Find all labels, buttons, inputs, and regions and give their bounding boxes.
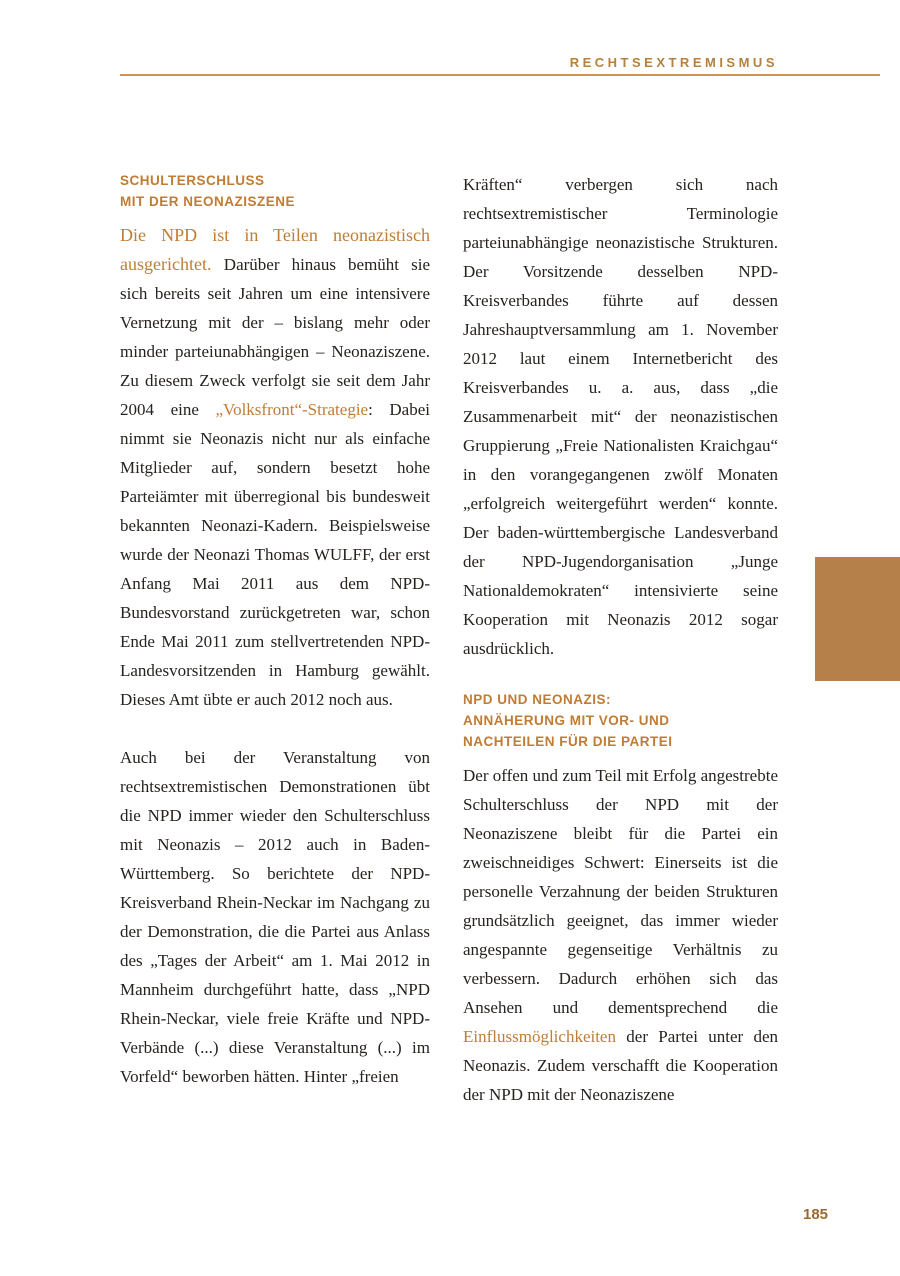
- text-run: Einflussmöglichkeiten: [463, 1027, 616, 1046]
- text-run: Darüber hinaus bemüht sie sich bereits seit Jahren um eine intensivere Vernetzung mit der – bislang mehr oder minder parteiunabhängigen – Neonaziszene. Zu diesem Zweck verfolgt sie seit dem Jahr 2004 eine: [120, 255, 430, 419]
- text-run: „Volksfront“-Strategie: [215, 400, 369, 419]
- paragraph-kraeften: [463, 170, 778, 663]
- heading-line: NACHTEILEN FÜR DIE PARTEI: [463, 734, 673, 749]
- heading-npd-und-neonazis: [463, 689, 778, 752]
- paragraph-npd-lead: [120, 221, 430, 714]
- text-run: Auch bei der Veranstaltung von rechtsextremistischen Demonstrationen übt die NPD immer wieder den Schulterschluss mit Neonazis – 2012 auch in Baden-Württemberg. So berichtete der NPD-Kreisverband Rhein-Neckar im Nachgang zu der Demonstration, die die Partei aus Anlass des „Tages der Arbeit“ am 1. Mai 2012 in Mannheim durchgeführt hatte, dass „NPD Rhein-Neckar, viele freie Kräfte und NPD-Verbände (...) diese Veranstaltung (...) im Vorfeld“ beworben hätten. Hinter „freien: [120, 748, 430, 1086]
- paragraph-schulterschluss-folgen: [463, 761, 778, 1109]
- heading-line: ANNÄHERUNG MIT VOR- UND: [463, 713, 670, 728]
- page-number: 185: [803, 1206, 829, 1223]
- text-run: Die NPD ist in Teilen neonazistisch ausgerichtet.: [120, 225, 430, 274]
- text-run: Kräften“ verbergen sich nach rechtsextremistischer Terminologie parteiunabhängige neonazistische Strukturen. Der Vorsitzende desselben NPD-Kreisverbandes führte auf dessen Jahreshauptversammlung am 1. November 2012 laut einem Internetbericht des Kreisverbandes u. a. aus, dass „die Zusammenarbeit mit“ der neonazistischen Gruppierung „Freie Nationalisten Kraichgau“ in den vorangegangenen zwölf Monaten „erfolgreich weitergeführt werden“ konnte. Der baden-württembergische Landesverband der NPD-Jugendorganisation „Junge Nationaldemokraten“ intensivierte seine Kooperation mit Neonazis 2012 sogar ausdrücklich.: [463, 175, 778, 658]
- paragraph-demonstrationen: [120, 743, 430, 1091]
- chapter-tab-marker: [815, 557, 900, 681]
- heading-line: MIT DER NEONAZISZENE: [120, 194, 296, 209]
- heading-line: SCHULTERSCHLUSS: [120, 173, 265, 188]
- text-run: Der offen und zum Teil mit Erfolg angestrebte Schulterschluss der NPD mit der Neonaziszene bleibt für die Partei ein zweischneidiges Schwert: Einerseits ist die personelle Verzahnung der beiden Strukturen grundsätzlich geeignet, das immer wieder angespannte gegenseitige Verhältnis zu verbessern. Dadurch erhöhen sich das Ansehen und dementsprechend die: [463, 766, 778, 1017]
- header-kicker: RECHTSEXTREMISMUS: [569, 55, 778, 70]
- heading-line: NPD UND NEONAZIS:: [463, 692, 612, 707]
- header-rule: [120, 74, 880, 76]
- text-run: : Dabei nimmt sie Neonazis nicht nur als einfache Mitglieder auf, sondern besetzt hohe Parteiämter mit überregional bis bundesweit bekannten Neonazi-Kadern. Beispielsweise wurde der Neonazi Thomas WULFF, der erst Anfang Mai 2011 aus dem NPD-Bundesvorstand zurückgetreten war, schon Ende Mai 2011 zum stellvertretenden NPD-Landesvorsitzenden in Hamburg gewählt. Dieses Amt übte er auch 2012 noch aus.: [120, 400, 430, 709]
- two-column-body: [120, 170, 778, 1109]
- text-run: der Partei unter den Neonazis. Zudem verschafft die Kooperation der NPD mit der Neonaziszene: [463, 1027, 778, 1104]
- right-column: [463, 170, 778, 1109]
- heading-schulterschluss: [120, 170, 430, 212]
- left-column: [120, 170, 430, 1109]
